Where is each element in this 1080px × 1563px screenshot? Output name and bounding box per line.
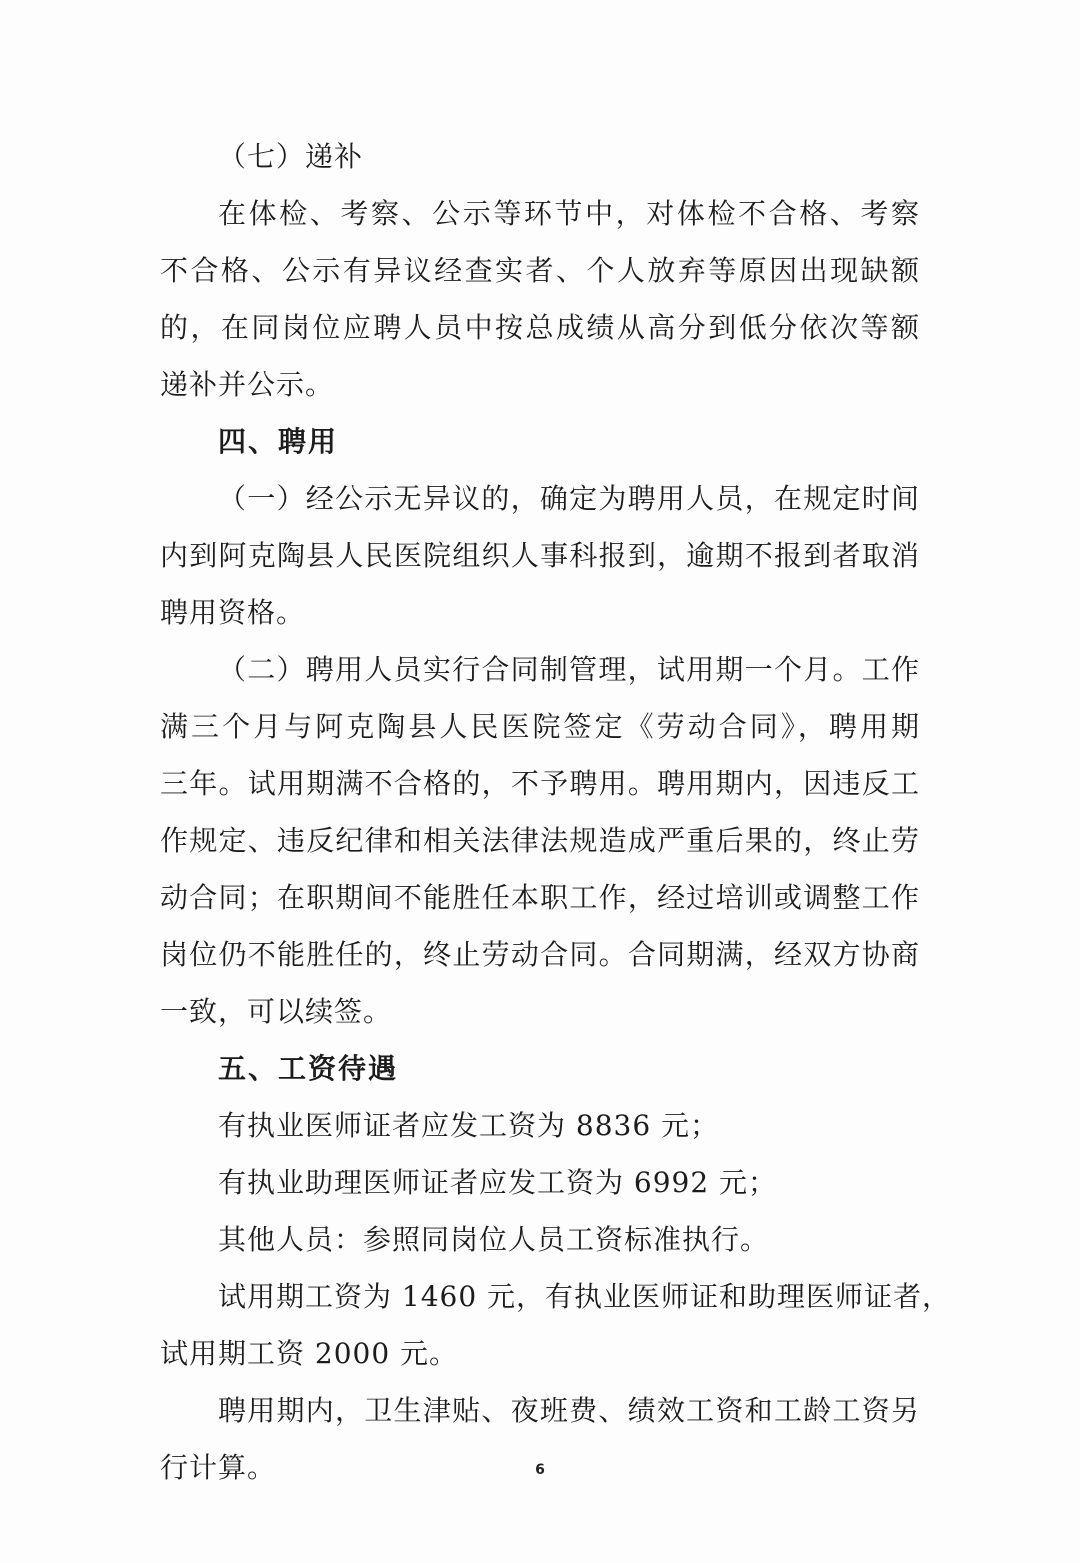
section-5-para-5-line-1: 聘用期内，卫生津贴、夜班费、绩效工资和工龄工资另 (218, 1394, 920, 1427)
section-4-item-2-line-6: 岗位仍不能胜任的，终止劳动合同。合同期满，经双方协商 (160, 938, 920, 971)
section-5-para-3: 其他人员：参照同岗位人员工资标准执行。 (218, 1223, 770, 1256)
section-4-item-1-line-2: 内到阿克陶县人民医院组织人事科报到，逾期不报到者取消 (160, 539, 920, 572)
section-5-para-1: 有执业医师证者应发工资为 8836 元； (218, 1109, 720, 1142)
section-5-para-2: 有执业助理医师证者应发工资为 6992 元； (218, 1166, 778, 1199)
section-4-item-1-line-3: 聘用资格。 (160, 596, 306, 629)
section-4-item-2-line-1: （二）聘用人员实行合同制管理，试用期一个月。工作 (218, 653, 920, 686)
section-4-item-2-line-3: 三年。试用期满不合格的，不予聘用。聘用期内，因违反工 (160, 767, 920, 800)
section-4-heading: 四、聘用 (218, 425, 339, 458)
section-7-title: （七）递补 (218, 140, 364, 173)
section-4-item-1-line-1: （一）经公示无异议的，确定为聘用人员，在规定时间 (218, 482, 920, 515)
section-4-item-2-line-5: 动合同；在职期间不能胜任本职工作，经过培训或调整工作 (160, 881, 920, 914)
section-5-heading: 五、工资待遇 (218, 1052, 399, 1085)
section-5-para-4-line-1: 试用期工资为 1460 元，有执业医师证和助理医师证者， (218, 1280, 952, 1313)
section-4-item-2-line-2: 满三个月与阿克陶县人民医院签定《劳动合同》，聘用期 (160, 710, 920, 743)
section-7-line-4: 递补并公示。 (160, 368, 335, 401)
section-7-line-1: 在体检、考察、公示等环节中，对体检不合格、考察 (218, 197, 920, 230)
document-body (160, 128, 952, 1496)
section-4-item-2-line-7: 一致，可以续签。 (160, 995, 393, 1028)
page-number: 6 (535, 1462, 545, 1478)
section-5-para-5-line-2: 行计算。 (160, 1451, 277, 1484)
section-4-item-2-line-4: 作规定、违反纪律和相关法律法规造成严重后果的，终止劳 (160, 824, 920, 857)
section-5-para-4-line-2: 试用期工资 2000 元。 (160, 1337, 459, 1370)
section-7-line-3: 的，在同岗位应聘人员中按总成绩从高分到低分依次等额 (160, 311, 920, 344)
section-7-line-2: 不合格、公示有异议经查实者、个人放弃等原因出现缺额 (160, 254, 920, 287)
